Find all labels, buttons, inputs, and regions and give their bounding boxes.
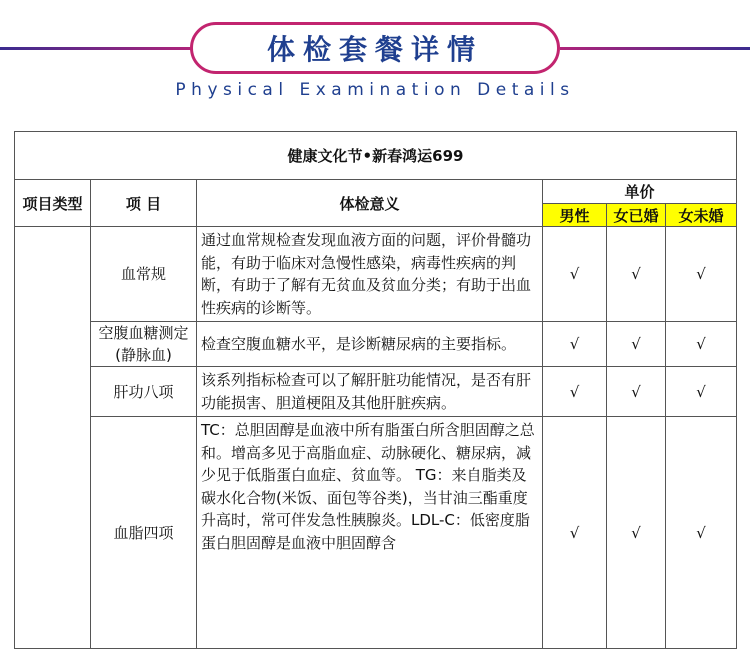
header-type: 项目类型 [15,180,91,227]
item-meaning: 检查空腹血糖水平，是诊断糖尿病的主要指标。 [197,322,543,367]
header-line-left [0,47,192,50]
check-female-married: √ [607,367,666,417]
page-subtitle: Physical Examination Details [175,80,575,100]
check-male: √ [543,227,607,322]
check-female-unmarried: √ [666,417,737,649]
check-male: √ [543,367,607,417]
check-female-married: √ [607,417,666,649]
header-male: 男性 [543,204,607,227]
header-female-unmarried: 女未婚 [666,204,737,227]
header-line-right [560,47,750,50]
header-meaning: 体检意义 [197,180,543,227]
exam-table [14,131,737,649]
check-female-unmarried: √ [666,227,737,322]
table-row [15,322,737,367]
item-meaning: 该系列指标检查可以了解肝脏功能情况，是否有肝功能损害、胆道梗阻及其他肝脏疾病。 [197,367,543,417]
page-header [0,0,750,110]
check-female-married: √ [607,227,666,322]
table-row [15,367,737,417]
check-female-unmarried: √ [666,322,737,367]
check-female-unmarried: √ [666,367,737,417]
table-row [15,227,737,322]
check-male: √ [543,322,607,367]
package-banner: 健康文化节•新春鸿运699 [15,132,737,180]
item-meaning: 通过血常规检查发现血液方面的问题，评价骨髓功能，有助于临床对急慢性感染，病毒性疾病的判断，有助于了解有无贫血及贫血分类；有助于出血性疾病的诊断等。 [197,227,543,322]
header-price: 单价 [543,180,737,204]
header-female-married: 女已婚 [607,204,666,227]
page-title: 体检套餐详情 [266,33,483,66]
item-name: 血常规 [91,227,197,322]
item-name: 肝功八项 [91,367,197,417]
item-name: 空腹血糖测定(静脉血) [91,322,197,367]
category-cell [15,227,91,649]
check-female-married: √ [607,322,666,367]
item-meaning: TC：总胆固醇是血液中所有脂蛋白所含胆固醇之总和。增高多见于高脂血症、动脉硬化、糖尿病，减少见于低脂蛋白血症、贫血等。 TG：来自脂类及碳水化合物(米饭、面包等谷类)，当甘油三酯重度升高时，常可伴发急性胰腺炎。LDL-C：低密度脂蛋白胆固醇是血液中胆固醇含 [197,417,543,649]
title-pill [190,22,560,74]
check-male: √ [543,417,607,649]
item-name: 血脂四项 [91,417,197,649]
table-row [15,417,737,649]
header-item: 项 目 [91,180,197,227]
